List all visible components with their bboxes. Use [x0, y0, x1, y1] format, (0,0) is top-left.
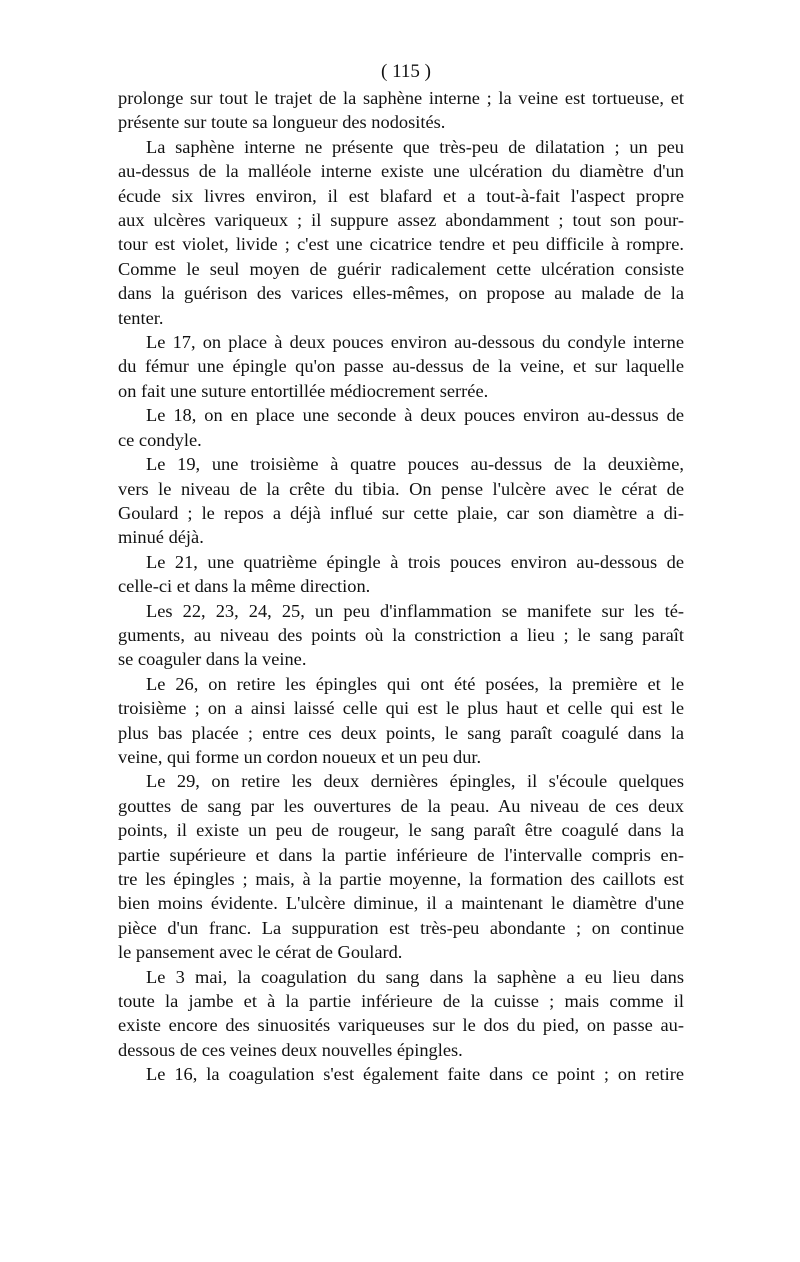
text-line: dessous de ces veines deux nouvelles épingles.: [118, 1039, 463, 1060]
text-line: troisième ; on a ainsi laissé celle qui est le plus haut et celle qui est le: [118, 698, 684, 719]
text-line: bien moins évidente. L'ulcère diminue, il a maintenant le diamètre d'une: [118, 893, 684, 914]
text-line: plus bas placée ; entre ces deux points, le sang paraît coagulé dans la: [118, 722, 684, 743]
paragraph: [118, 965, 684, 1063]
paragraph: [118, 403, 684, 452]
text-line: au-dessus de la malléole interne existe une ulcération du diamètre d'un: [118, 161, 684, 182]
paragraph: [118, 86, 684, 135]
text-line: La saphène interne ne présente que très-peu de dilatation ; un peu: [146, 136, 684, 157]
text-line: tre les épingles ; mais, à la partie moyenne, la formation des caillots est: [118, 869, 684, 889]
text-line: présente sur toute sa longueur des nodosités.: [118, 112, 446, 133]
text-line: tour est violet, livide ; c'est une cicatrice tendre et peu difficile à rompre.: [118, 234, 684, 255]
text-line: le pansement avec le cérat de Goulard.: [118, 942, 403, 963]
paragraph: [118, 452, 684, 550]
text-line: vers le niveau de la crête du tibia. On pense l'ulcère avec le cérat de: [118, 478, 684, 499]
text-line: Les 22, 23, 24, 25, un peu d'inflammation se manifete sur les té-: [146, 600, 684, 621]
text-line: on fait une suture entortillée médiocrement serrée.: [118, 380, 489, 401]
text-line: dans la guérison des varices elles-mêmes, on propose au malade de la: [118, 283, 684, 304]
text-line: Le 18, on en place une seconde à deux pouces environ au-dessus de: [146, 405, 684, 426]
text-line: Le 19, une troisième à quatre pouces au-dessus de la deuxième,: [146, 454, 684, 475]
paragraph: [118, 1062, 684, 1086]
paragraph: [118, 599, 684, 672]
paragraph: [118, 672, 684, 770]
text-line: existe encore des sinuosités variqueuses sur le dos du pied, on passe au-: [118, 1015, 684, 1036]
paragraph: [118, 330, 684, 403]
paragraph: [118, 550, 684, 599]
text-line: guments, au niveau des points où la constriction a lieu ; le sang paraît: [118, 624, 684, 645]
body-text: [118, 86, 684, 1087]
text-line: prolonge sur tout le trajet de la saphène interne ; la veine est tortueuse, et: [118, 88, 684, 108]
text-line: Le 17, on place à deux pouces environ au-dessous du condyle interne: [146, 332, 684, 353]
text-line: Le 21, une quatrième épingle à trois pouces environ au-dessous de: [146, 551, 684, 572]
text-line: veine, qui forme un cordon noueux et un peu dur.: [118, 746, 482, 767]
text-line: Le 3 mai, la coagulation du sang dans la saphène a eu lieu dans: [146, 966, 684, 987]
text-line: Le 29, on retire les deux dernières épingles, il s'écoule quelques: [146, 771, 684, 792]
text-line: toute la jambe et à la partie inférieure de la cuisse ; mais comme il: [118, 991, 684, 1012]
text-line: du fémur une épingle qu'on passe au-dessus de la veine, et sur laquelle: [118, 356, 684, 377]
book-page: [118, 60, 684, 1087]
text-line: partie supérieure et dans la partie inférieure de l'intervalle compris en-: [118, 844, 684, 865]
text-line: minué déjà.: [118, 527, 204, 548]
text-line: ce condyle.: [118, 429, 202, 450]
text-line: tenter.: [118, 307, 164, 328]
text-line: aux ulcères variqueux ; il suppure assez abondamment ; tout son pour-: [118, 210, 684, 231]
paragraph: [118, 769, 684, 964]
text-line: points, il existe un peu de rougeur, le sang paraît être coagulé dans la: [118, 820, 684, 841]
text-line: Goulard ; le repos a déjà influé sur cette plaie, car son diamètre a di-: [118, 502, 684, 523]
text-line: gouttes de sang par les ouvertures de la peau. Au niveau de ces deux: [118, 795, 684, 816]
page-number: ( 115 ): [381, 61, 431, 82]
text-line: Comme le seul moyen de guérir radicalement cette ulcération consiste: [118, 258, 684, 279]
text-line: écude six livres environ, il est blafard et a tout-à-fait l'aspect propre: [118, 185, 684, 206]
text-line: Le 16, la coagulation s'est également faite dans ce point ; on retire: [146, 1064, 684, 1085]
text-line: pièce d'un franc. La suppuration est très-peu abondante ; on continue: [118, 917, 684, 938]
paragraph: [118, 135, 684, 330]
text-line: Le 26, on retire les épingles qui ont été posées, la première et le: [146, 673, 684, 694]
text-line: celle-ci et dans la même direction.: [118, 576, 371, 597]
text-line: se coaguler dans la veine.: [118, 649, 307, 670]
